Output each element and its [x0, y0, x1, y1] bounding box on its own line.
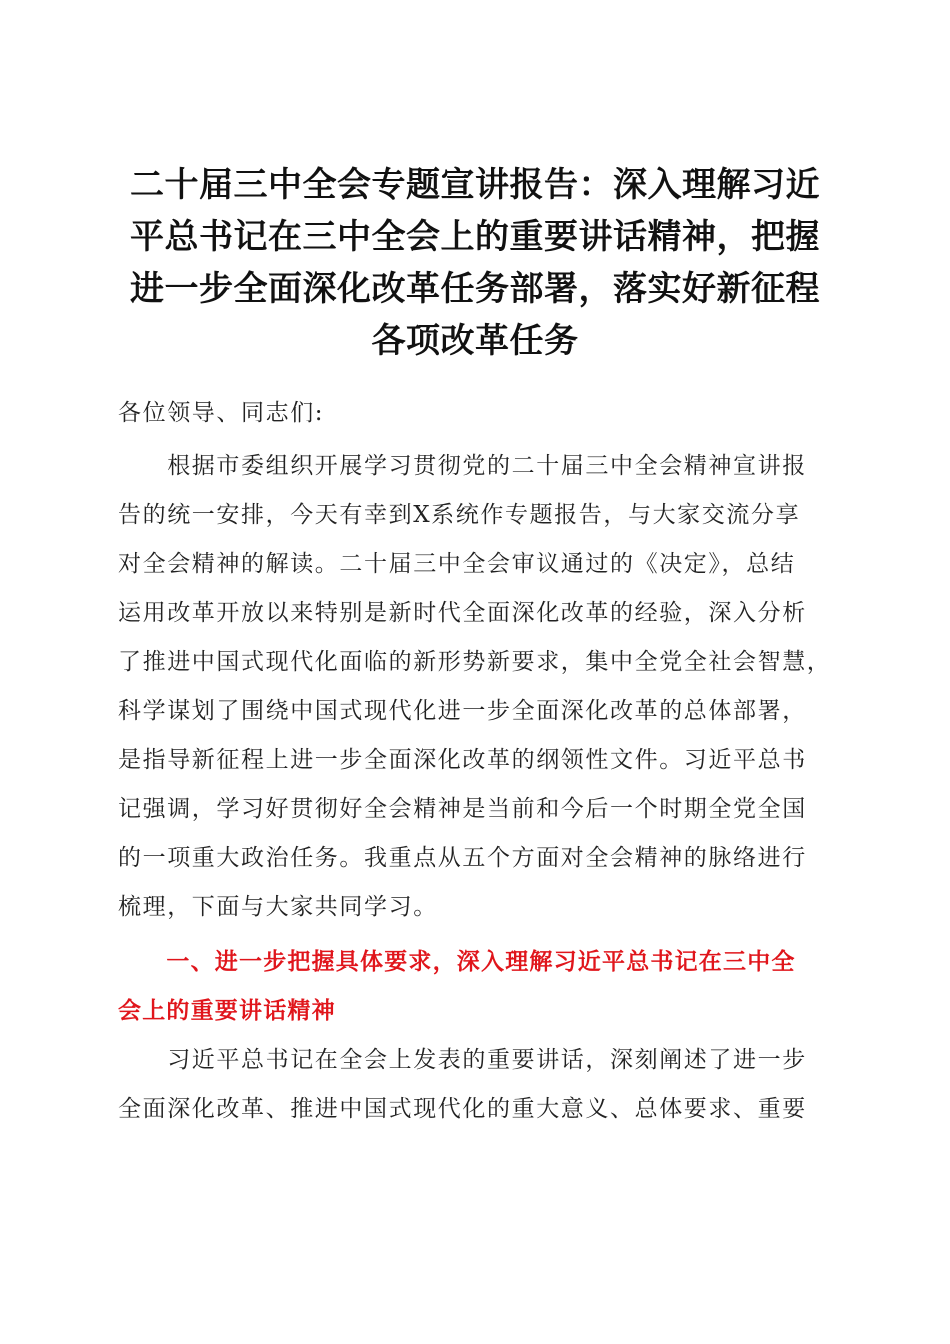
- section-heading: 一、进一步把握具体要求，深入理解习近平总书记在三中全: [118, 949, 796, 975]
- section-body-line: 全面深化改革、推进中国式现代化的重大意义、总体要求、重要: [118, 1096, 807, 1122]
- section-heading: 会上的重要讲话精神: [118, 998, 336, 1024]
- salutation: 各位领导、同志们:: [118, 400, 325, 426]
- title-line: 各项改革任务: [371, 321, 579, 361]
- section-body-line: 习近平总书记在全会上发表的重要讲话，深刻阐述了进一步: [118, 1047, 807, 1073]
- title-line: 二十届三中全会专题宣讲报告：深入理解习近: [130, 165, 820, 205]
- intro-line: 的一项重大政治任务。我重点从五个方面对全会精神的脉络进行: [118, 845, 807, 871]
- intro-line: 是指导新征程上进一步全面深化改革的纲领性文件。习近平总书: [118, 747, 807, 773]
- title-line: 平总书记在三中全会上的重要讲话精神，把握: [130, 217, 820, 257]
- title-line: 进一步全面深化改革任务部署，落实好新征程: [130, 269, 820, 309]
- intro-line: 了推进中国式现代化面临的新形势新要求，集中全党全社会智慧，: [118, 649, 832, 675]
- page-title: [110, 159, 840, 367]
- intro-line: 科学谋划了围绕中国式现代化进一步全面深化改革的总体部署，: [118, 698, 807, 724]
- intro-line: 运用改革开放以来特别是新时代全面深化改革的经验，深入分析: [118, 600, 807, 626]
- intro-line: 告的统一安排，今天有幸到X系统作专题报告，与大家交流分享: [118, 502, 801, 528]
- intro-line: 对全会精神的解读。二十届三中全会审议通过的《决定》，总结: [118, 551, 796, 577]
- intro-line: 根据市委组织开展学习贯彻党的二十届三中全会精神宣讲报: [118, 453, 807, 479]
- intro-line: 记强调，学习好贯彻好全会精神是当前和今后一个时期全党全国: [118, 796, 807, 822]
- intro-line: 梳理，下面与大家共同学习。: [118, 894, 438, 920]
